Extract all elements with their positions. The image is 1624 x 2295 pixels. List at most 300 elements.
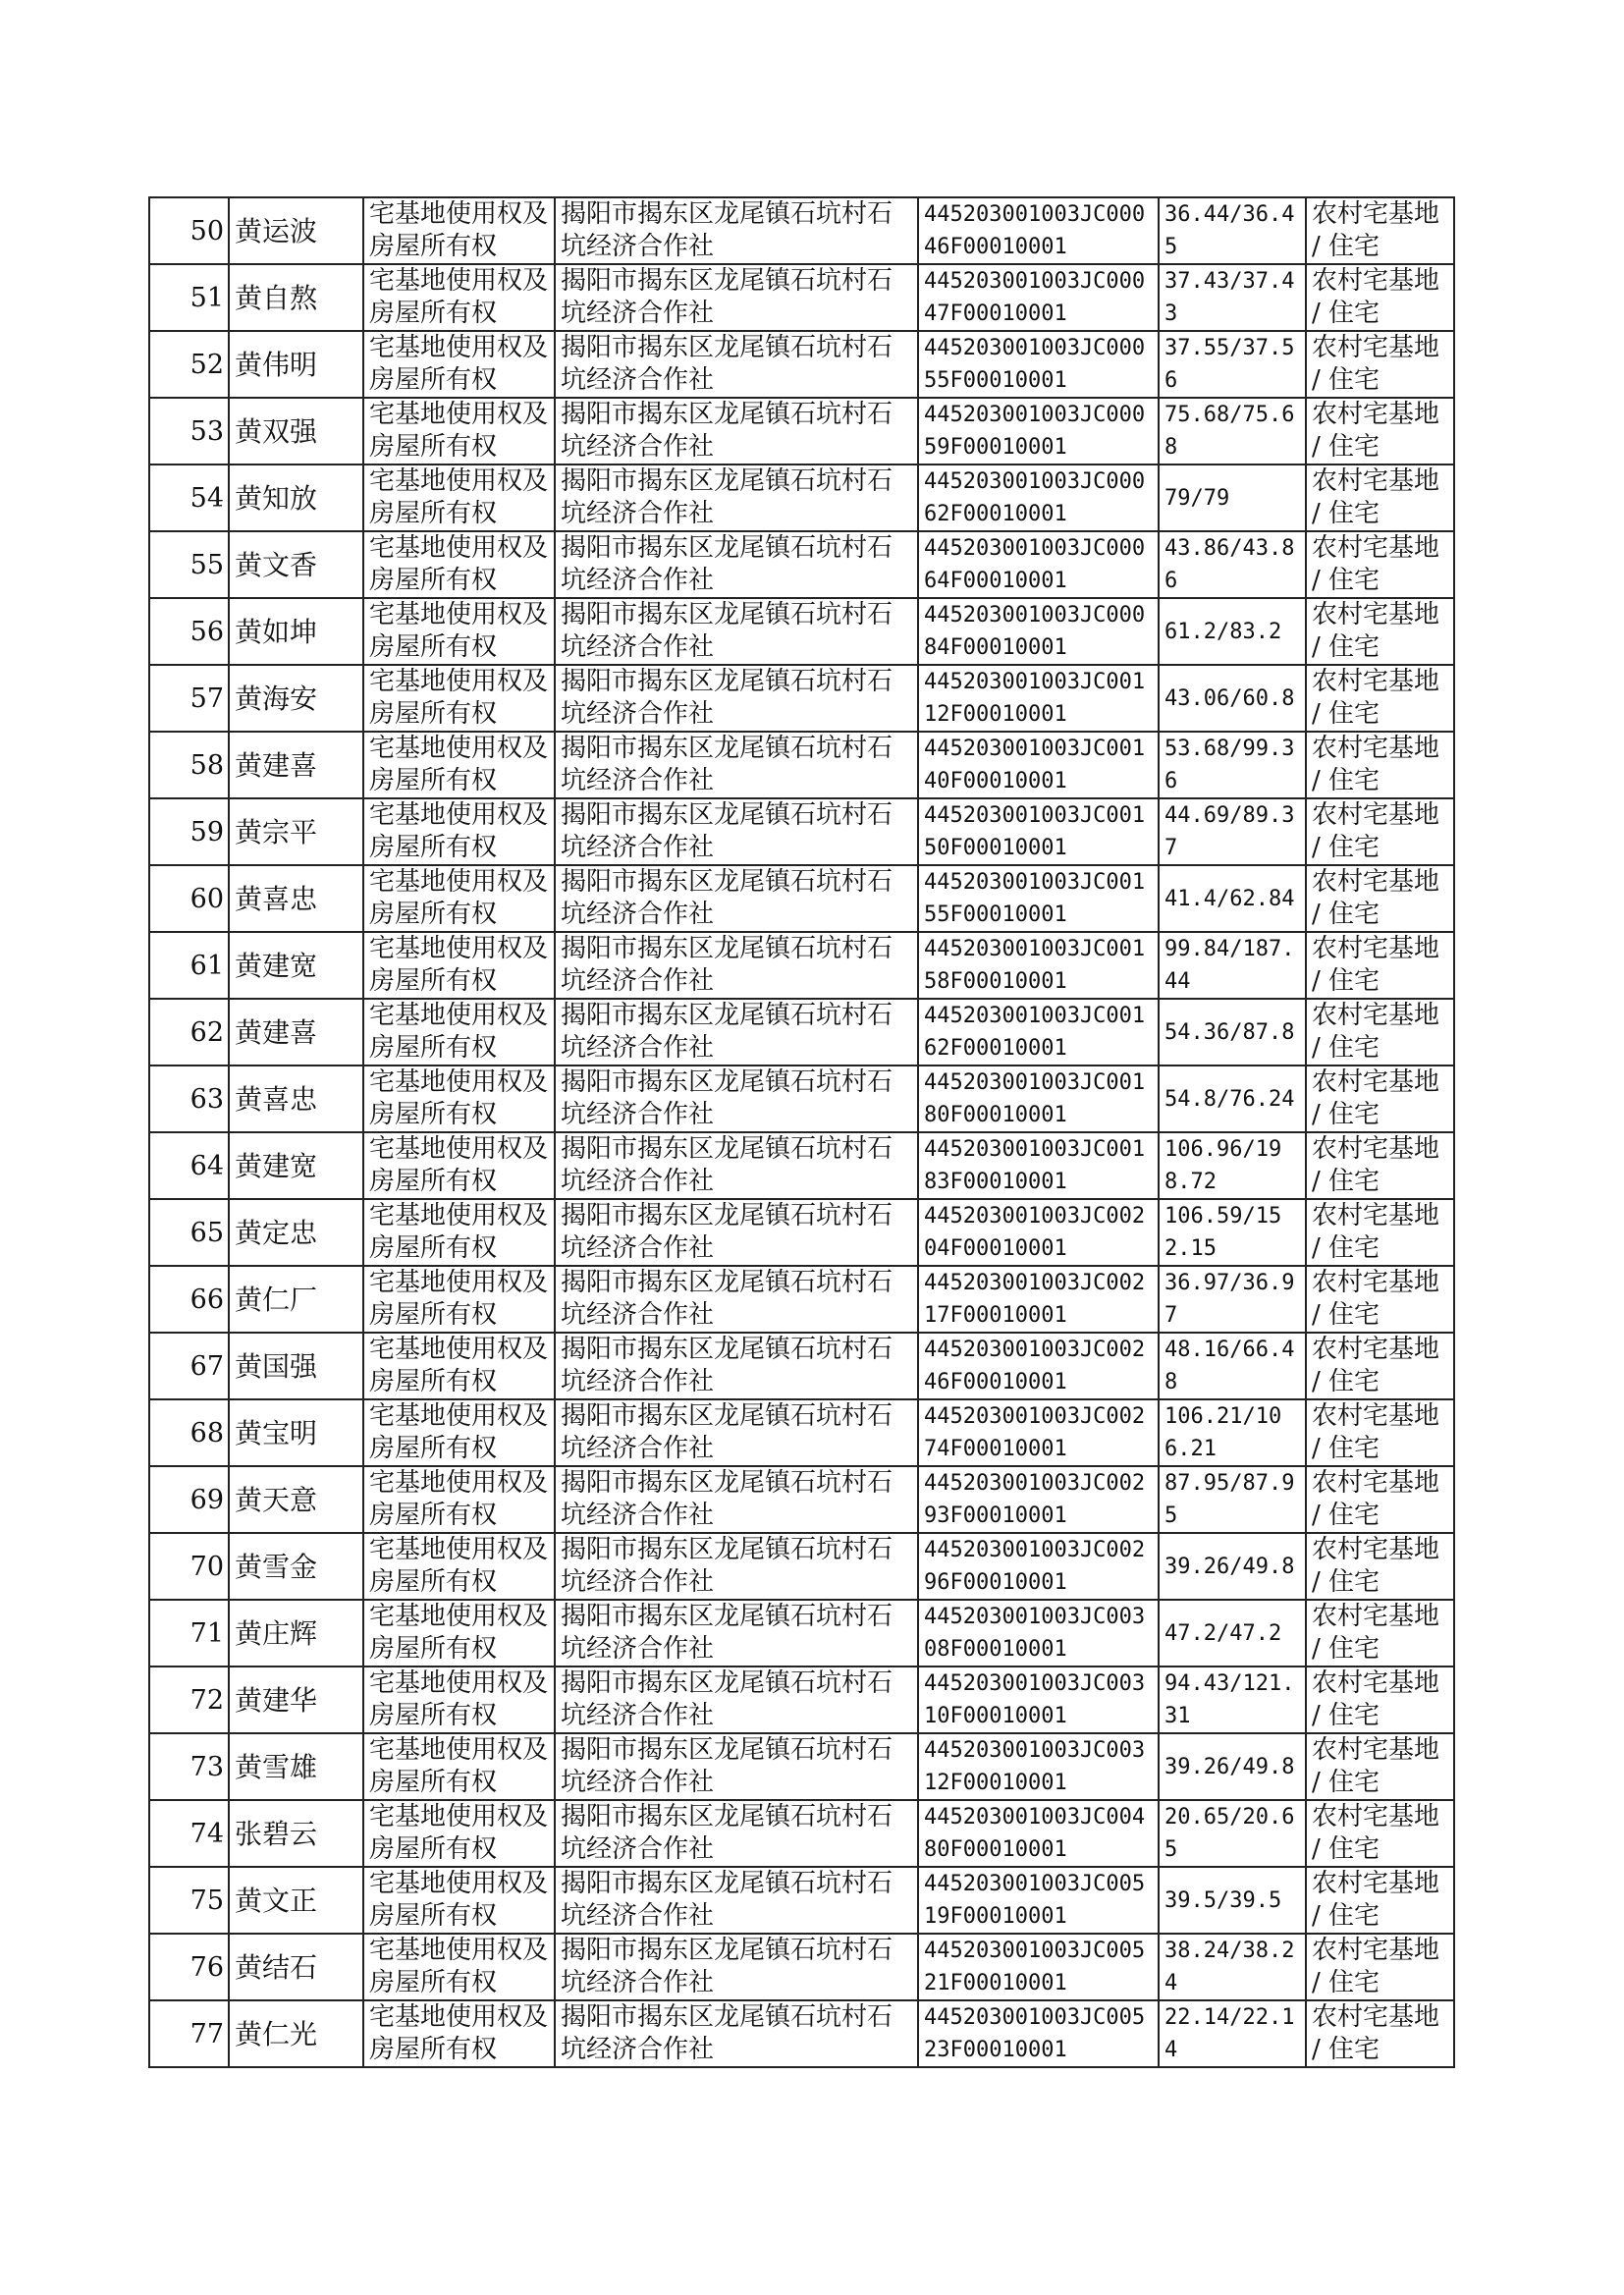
table-row <box>149 1934 1454 2000</box>
right-type-cell <box>363 1132 555 1199</box>
unit-code: 445203001003JC00162F00010001 <box>924 1004 1146 1061</box>
owner-name: 黄文正 <box>235 1884 318 1917</box>
owner-name: 黄建喜 <box>235 748 318 782</box>
owner-name: 黄国强 <box>235 1349 318 1383</box>
land-use-cell <box>1306 665 1454 732</box>
unit-code-cell <box>918 732 1159 798</box>
right-type: 宅基地使用权及房屋所有权 <box>369 1134 549 1196</box>
table-row <box>149 999 1454 1066</box>
unit-code: 445203001003JC00183F00010001 <box>924 1137 1146 1194</box>
area-value: 43.06/60.8 <box>1164 685 1295 711</box>
row-number: 53 <box>189 415 224 447</box>
land-use: 农村宅基地 / 住宅 <box>1312 667 1440 729</box>
row-number-cell <box>149 2000 229 2067</box>
owner-name: 黄宗平 <box>235 815 318 848</box>
table-row <box>149 1199 1454 1266</box>
owner-name: 黄文香 <box>235 548 318 581</box>
area-value-cell <box>1159 1333 1306 1399</box>
right-type-cell <box>363 1333 555 1399</box>
area-value-cell <box>1159 331 1306 398</box>
row-number: 60 <box>189 883 224 914</box>
area-value: 41.4/62.84 <box>1164 886 1295 911</box>
land-use-cell <box>1306 264 1454 331</box>
right-type: 宅基地使用权及房屋所有权 <box>369 1335 549 1396</box>
table-row <box>149 1867 1454 1934</box>
unit-code-cell <box>918 331 1159 398</box>
collective-organization: 揭阳市揭东区龙尾镇石坑村石坑经济合作社 <box>561 934 893 996</box>
area-value-cell <box>1159 197 1306 264</box>
right-type-cell <box>363 1066 555 1132</box>
land-use: 农村宅基地 / 住宅 <box>1312 1468 1440 1530</box>
table-row <box>149 1266 1454 1333</box>
area-value: 87.95/87.95 <box>1164 1471 1295 1528</box>
owner-name-cell <box>229 264 363 331</box>
land-use-cell <box>1306 464 1454 531</box>
area-value-cell <box>1159 999 1306 1066</box>
unit-code-cell <box>918 1667 1159 1733</box>
table-row <box>149 865 1454 932</box>
right-type: 宅基地使用权及房屋所有权 <box>369 1067 549 1129</box>
unit-code-cell <box>918 1800 1159 1867</box>
row-number: 55 <box>189 549 224 580</box>
unit-code: 445203001003JC00523F00010001 <box>924 2005 1146 2062</box>
right-type-cell <box>363 1867 555 1934</box>
collective-organization: 揭阳市揭东区龙尾镇石坑村石坑经济合作社 <box>561 333 893 395</box>
area-value: 20.65/20.65 <box>1164 1805 1295 1862</box>
collective-organization: 揭阳市揭东区龙尾镇石坑村石坑经济合作社 <box>561 466 893 528</box>
unit-code-cell <box>918 665 1159 732</box>
row-number-cell <box>149 865 229 932</box>
collective-organization: 揭阳市揭东区龙尾镇石坑村石坑经济合作社 <box>561 1134 893 1196</box>
land-use-cell <box>1306 1934 1454 2000</box>
owner-name: 黄建宽 <box>235 949 318 982</box>
table-row <box>149 1333 1454 1399</box>
area-value: 44.69/89.37 <box>1164 803 1295 860</box>
owner-name-cell <box>229 1600 363 1667</box>
collective-organization-cell <box>555 1132 918 1199</box>
collective-organization-cell <box>555 531 918 598</box>
row-number-cell <box>149 1867 229 1934</box>
land-use: 农村宅基地 / 住宅 <box>1312 800 1440 862</box>
unit-code: 445203001003JC00293F00010001 <box>924 1471 1146 1528</box>
unit-code-cell <box>918 1132 1159 1199</box>
collective-organization-cell <box>555 264 918 331</box>
collective-organization: 揭阳市揭东区龙尾镇石坑村石坑经济合作社 <box>561 2002 893 2064</box>
unit-code: 445203001003JC00150F00010001 <box>924 803 1146 860</box>
owner-name: 黄仁厂 <box>235 1283 318 1316</box>
unit-code: 445203001003JC00480F00010001 <box>924 1805 1146 1862</box>
owner-name-cell <box>229 1399 363 1466</box>
owner-name: 黄双强 <box>235 414 318 448</box>
row-number-cell <box>149 1600 229 1667</box>
collective-organization: 揭阳市揭东区龙尾镇石坑村石坑经济合作社 <box>561 867 893 929</box>
area-value-cell <box>1159 264 1306 331</box>
row-number: 72 <box>189 1684 224 1716</box>
table-row <box>149 1533 1454 1600</box>
area-value-cell <box>1159 531 1306 598</box>
right-type-cell <box>363 264 555 331</box>
right-type-cell <box>363 1667 555 1733</box>
collective-organization-cell <box>555 1399 918 1466</box>
land-use-cell <box>1306 1066 1454 1132</box>
unit-code: 445203001003JC00055F00010001 <box>924 336 1146 393</box>
row-number: 75 <box>189 1885 224 1916</box>
registration-table <box>148 196 1455 2068</box>
right-type: 宅基地使用权及房屋所有权 <box>369 1468 549 1530</box>
collective-organization-cell <box>555 999 918 1066</box>
land-use: 农村宅基地 / 住宅 <box>1312 1535 1440 1597</box>
unit-code: 445203001003JC00140F00010001 <box>924 737 1146 793</box>
land-use-cell <box>1306 1733 1454 1800</box>
row-number: 73 <box>189 1751 224 1782</box>
row-number-cell <box>149 1800 229 1867</box>
row-number: 77 <box>189 2018 224 2049</box>
collective-organization-cell <box>555 1199 918 1266</box>
right-type-cell <box>363 865 555 932</box>
unit-code-cell <box>918 1333 1159 1399</box>
right-type-cell <box>363 798 555 865</box>
right-type-cell <box>363 1733 555 1800</box>
right-type: 宅基地使用权及房屋所有权 <box>369 199 549 261</box>
right-type-cell <box>363 531 555 598</box>
unit-code: 445203001003JC00180F00010001 <box>924 1070 1146 1127</box>
unit-code-cell <box>918 398 1159 464</box>
unit-code-cell <box>918 1066 1159 1132</box>
area-value-cell <box>1159 1867 1306 1934</box>
table-row <box>149 1399 1454 1466</box>
collective-organization: 揭阳市揭东区龙尾镇石坑村石坑经济合作社 <box>561 1735 893 1797</box>
owner-name: 黄庄辉 <box>235 1616 318 1650</box>
owner-name-cell <box>229 2000 363 2067</box>
collective-organization: 揭阳市揭东区龙尾镇石坑村石坑经济合作社 <box>561 1067 893 1129</box>
owner-name-cell <box>229 665 363 732</box>
unit-code-cell <box>918 865 1159 932</box>
row-number: 76 <box>189 1951 224 1983</box>
row-number: 67 <box>189 1350 224 1382</box>
unit-code-cell <box>918 1199 1159 1266</box>
unit-code-cell <box>918 1399 1159 1466</box>
right-type: 宅基地使用权及房屋所有权 <box>369 667 549 729</box>
land-use: 农村宅基地 / 住宅 <box>1312 734 1440 795</box>
area-value: 22.14/22.14 <box>1164 2005 1295 2062</box>
land-use-cell <box>1306 1533 1454 1600</box>
row-number: 52 <box>189 349 224 380</box>
unit-code: 445203001003JC00521F00010001 <box>924 1939 1146 1995</box>
land-use: 农村宅基地 / 住宅 <box>1312 600 1440 662</box>
owner-name: 黄海安 <box>235 682 318 715</box>
area-value-cell <box>1159 1800 1306 1867</box>
collective-organization-cell <box>555 197 918 264</box>
right-type-cell <box>363 464 555 531</box>
area-value-cell <box>1159 1466 1306 1533</box>
unit-code: 445203001003JC00158F00010001 <box>924 937 1146 994</box>
area-value-cell <box>1159 464 1306 531</box>
collective-organization: 揭阳市揭东区龙尾镇石坑村石坑经济合作社 <box>561 533 893 595</box>
area-value-cell <box>1159 1600 1306 1667</box>
table-row <box>149 1600 1454 1667</box>
land-use-cell <box>1306 798 1454 865</box>
unit-code-cell <box>918 464 1159 531</box>
row-number-cell <box>149 932 229 999</box>
row-number: 57 <box>189 683 224 714</box>
land-use: 农村宅基地 / 住宅 <box>1312 466 1440 528</box>
right-type-cell <box>363 331 555 398</box>
unit-code-cell <box>918 1600 1159 1667</box>
unit-code-cell <box>918 2000 1159 2067</box>
collective-organization: 揭阳市揭东区龙尾镇石坑村石坑经济合作社 <box>561 1335 893 1396</box>
unit-code: 445203001003JC00217F00010001 <box>924 1271 1146 1328</box>
area-value: 36.44/36.45 <box>1164 202 1295 259</box>
area-value: 38.24/38.24 <box>1164 1939 1295 1995</box>
row-number: 58 <box>189 749 224 781</box>
collective-organization-cell <box>555 732 918 798</box>
row-number: 56 <box>189 616 224 647</box>
right-type: 宅基地使用权及房屋所有权 <box>369 600 549 662</box>
row-number-cell <box>149 1667 229 1733</box>
land-use-cell <box>1306 197 1454 264</box>
right-type-cell <box>363 932 555 999</box>
land-use-cell <box>1306 331 1454 398</box>
row-number: 54 <box>189 482 224 514</box>
row-number: 63 <box>189 1083 224 1115</box>
collective-organization-cell <box>555 1934 918 2000</box>
table-body <box>149 197 1454 2067</box>
collective-organization: 揭阳市揭东区龙尾镇石坑村石坑经济合作社 <box>561 400 893 462</box>
right-type-cell <box>363 1934 555 2000</box>
owner-name: 黄仁光 <box>235 2017 318 2050</box>
land-use: 农村宅基地 / 住宅 <box>1312 266 1440 328</box>
right-type: 宅基地使用权及房屋所有权 <box>369 1268 549 1330</box>
owner-name: 黄定忠 <box>235 1216 318 1249</box>
unit-code-cell <box>918 999 1159 1066</box>
unit-code-cell <box>918 197 1159 264</box>
land-use-cell <box>1306 398 1454 464</box>
owner-name: 黄喜忠 <box>235 1082 318 1116</box>
collective-organization: 揭阳市揭东区龙尾镇石坑村石坑经济合作社 <box>561 1869 893 1931</box>
area-value: 53.68/99.36 <box>1164 737 1295 793</box>
unit-code: 445203001003JC00310F00010001 <box>924 1671 1146 1728</box>
collective-organization-cell <box>555 665 918 732</box>
owner-name-cell <box>229 1733 363 1800</box>
row-number-cell <box>149 598 229 665</box>
land-use-cell <box>1306 1466 1454 1533</box>
area-value: 54.36/87.8 <box>1164 1019 1295 1045</box>
owner-name: 黄运波 <box>235 214 318 247</box>
owner-name: 黄雪金 <box>235 1550 318 1583</box>
row-number-cell <box>149 197 229 264</box>
area-value-cell <box>1159 1266 1306 1333</box>
owner-name: 张碧云 <box>235 1817 318 1850</box>
row-number-cell <box>149 1934 229 2000</box>
land-use: 农村宅基地 / 住宅 <box>1312 1201 1440 1263</box>
area-value: 106.59/152.15 <box>1164 1204 1282 1261</box>
land-use-cell <box>1306 932 1454 999</box>
owner-name-cell <box>229 331 363 398</box>
unit-code-cell <box>918 598 1159 665</box>
area-value: 37.43/37.43 <box>1164 269 1295 326</box>
right-type: 宅基地使用权及房屋所有权 <box>369 1802 549 1864</box>
land-use-cell <box>1306 598 1454 665</box>
table-row <box>149 2000 1454 2067</box>
right-type: 宅基地使用权及房屋所有权 <box>369 1869 549 1931</box>
owner-name: 黄建宽 <box>235 1149 318 1182</box>
land-use: 农村宅基地 / 住宅 <box>1312 934 1440 996</box>
right-type: 宅基地使用权及房屋所有权 <box>369 2002 549 2064</box>
row-number-cell <box>149 1066 229 1132</box>
land-use: 农村宅基地 / 住宅 <box>1312 1001 1440 1063</box>
area-value: 47.2/47.2 <box>1164 1620 1282 1646</box>
unit-code-cell <box>918 1466 1159 1533</box>
row-number-cell <box>149 398 229 464</box>
right-type-cell <box>363 197 555 264</box>
owner-name-cell <box>229 1266 363 1333</box>
row-number-cell <box>149 1399 229 1466</box>
collective-organization-cell <box>555 1066 918 1132</box>
row-number: 65 <box>189 1217 224 1248</box>
owner-name-cell <box>229 932 363 999</box>
area-value-cell <box>1159 1667 1306 1733</box>
collective-organization: 揭阳市揭东区龙尾镇石坑村石坑经济合作社 <box>561 1668 893 1730</box>
area-value-cell <box>1159 1199 1306 1266</box>
area-value-cell <box>1159 1533 1306 1600</box>
area-value-cell <box>1159 598 1306 665</box>
collective-organization: 揭阳市揭东区龙尾镇石坑村石坑经济合作社 <box>561 1401 893 1463</box>
area-value: 39.5/39.5 <box>1164 1887 1282 1913</box>
area-value: 39.26/49.8 <box>1164 1754 1295 1779</box>
owner-name-cell <box>229 1333 363 1399</box>
owner-name: 黄伟明 <box>235 348 318 381</box>
right-type-cell <box>363 598 555 665</box>
unit-code: 445203001003JC00246F00010001 <box>924 1338 1146 1394</box>
table-row <box>149 531 1454 598</box>
collective-organization: 揭阳市揭东区龙尾镇石坑村石坑经济合作社 <box>561 600 893 662</box>
land-use: 农村宅基地 / 住宅 <box>1312 1802 1440 1864</box>
row-number-cell <box>149 1333 229 1399</box>
collective-organization: 揭阳市揭东区龙尾镇石坑村石坑经济合作社 <box>561 1201 893 1263</box>
unit-code: 445203001003JC00312F00010001 <box>924 1738 1146 1795</box>
collective-organization: 揭阳市揭东区龙尾镇石坑村石坑经济合作社 <box>561 734 893 795</box>
right-type-cell <box>363 1533 555 1600</box>
row-number-cell <box>149 1132 229 1199</box>
table-row <box>149 732 1454 798</box>
collective-organization-cell <box>555 1667 918 1733</box>
table-row <box>149 464 1454 531</box>
owner-name: 黄天意 <box>235 1483 318 1516</box>
land-use: 农村宅基地 / 住宅 <box>1312 867 1440 929</box>
row-number-cell <box>149 1199 229 1266</box>
owner-name: 黄结石 <box>235 1950 318 1984</box>
land-use-cell <box>1306 1132 1454 1199</box>
table-row <box>149 1667 1454 1733</box>
owner-name-cell <box>229 531 363 598</box>
area-value: 79/79 <box>1164 485 1230 511</box>
owner-name-cell <box>229 1066 363 1132</box>
land-use: 农村宅基地 / 住宅 <box>1312 1602 1440 1664</box>
row-number: 68 <box>189 1417 224 1448</box>
collective-organization-cell <box>555 2000 918 2067</box>
right-type: 宅基地使用权及房屋所有权 <box>369 1602 549 1664</box>
collective-organization-cell <box>555 1466 918 1533</box>
right-type: 宅基地使用权及房屋所有权 <box>369 867 549 929</box>
table-row <box>149 331 1454 398</box>
owner-name: 黄宝明 <box>235 1416 318 1449</box>
row-number-cell <box>149 1733 229 1800</box>
right-type-cell <box>363 398 555 464</box>
right-type-cell <box>363 1399 555 1466</box>
area-value: 37.55/37.56 <box>1164 336 1295 393</box>
collective-organization-cell <box>555 398 918 464</box>
collective-organization: 揭阳市揭东区龙尾镇石坑村石坑经济合作社 <box>561 800 893 862</box>
area-value-cell <box>1159 665 1306 732</box>
owner-name: 黄建华 <box>235 1683 318 1717</box>
owner-name-cell <box>229 598 363 665</box>
collective-organization: 揭阳市揭东区龙尾镇石坑村石坑经济合作社 <box>561 1802 893 1864</box>
row-number-cell <box>149 665 229 732</box>
right-type: 宅基地使用权及房屋所有权 <box>369 934 549 996</box>
collective-organization: 揭阳市揭东区龙尾镇石坑村石坑经济合作社 <box>561 1468 893 1530</box>
collective-organization-cell <box>555 1266 918 1333</box>
collective-organization-cell <box>555 865 918 932</box>
table-row <box>149 598 1454 665</box>
row-number: 62 <box>189 1016 224 1048</box>
owner-name: 黄自熬 <box>235 281 318 314</box>
row-number-cell <box>149 1266 229 1333</box>
area-value-cell <box>1159 865 1306 932</box>
owner-name-cell <box>229 464 363 531</box>
collective-organization: 揭阳市揭东区龙尾镇石坑村石坑经济合作社 <box>561 1602 893 1664</box>
right-type-cell <box>363 1266 555 1333</box>
area-value-cell <box>1159 732 1306 798</box>
table-row <box>149 1132 1454 1199</box>
unit-code-cell <box>918 798 1159 865</box>
owner-name-cell <box>229 798 363 865</box>
land-use: 农村宅基地 / 住宅 <box>1312 533 1440 595</box>
unit-code-cell <box>918 531 1159 598</box>
unit-code: 445203001003JC00047F00010001 <box>924 269 1146 326</box>
unit-code-cell <box>918 1733 1159 1800</box>
land-use-cell <box>1306 1333 1454 1399</box>
unit-code: 445203001003JC00308F00010001 <box>924 1605 1146 1662</box>
land-use-cell <box>1306 999 1454 1066</box>
table-row <box>149 197 1454 264</box>
land-use: 农村宅基地 / 住宅 <box>1312 1134 1440 1196</box>
area-value: 75.68/75.68 <box>1164 403 1295 460</box>
table-row <box>149 264 1454 331</box>
row-number: 64 <box>189 1150 224 1181</box>
area-value: 61.2/83.2 <box>1164 619 1282 644</box>
unit-code-cell <box>918 1266 1159 1333</box>
right-type-cell <box>363 1466 555 1533</box>
land-use-cell <box>1306 1867 1454 1934</box>
land-use: 农村宅基地 / 住宅 <box>1312 1335 1440 1396</box>
unit-code-cell <box>918 264 1159 331</box>
land-use: 农村宅基地 / 住宅 <box>1312 1735 1440 1797</box>
table-row <box>149 1066 1454 1132</box>
area-value: 43.86/43.86 <box>1164 536 1295 593</box>
row-number: 70 <box>189 1551 224 1582</box>
unit-code: 445203001003JC00112F00010001 <box>924 670 1146 727</box>
unit-code: 445203001003JC00062F00010001 <box>924 469 1146 526</box>
row-number: 74 <box>189 1818 224 1849</box>
collective-organization: 揭阳市揭东区龙尾镇石坑村石坑经济合作社 <box>561 199 893 261</box>
row-number: 69 <box>189 1484 224 1515</box>
table-row <box>149 932 1454 999</box>
area-value: 106.96/198.72 <box>1164 1137 1282 1194</box>
unit-code: 445203001003JC00204F00010001 <box>924 1204 1146 1261</box>
owner-name: 黄建喜 <box>235 1015 318 1049</box>
owner-name-cell <box>229 398 363 464</box>
right-type-cell <box>363 999 555 1066</box>
